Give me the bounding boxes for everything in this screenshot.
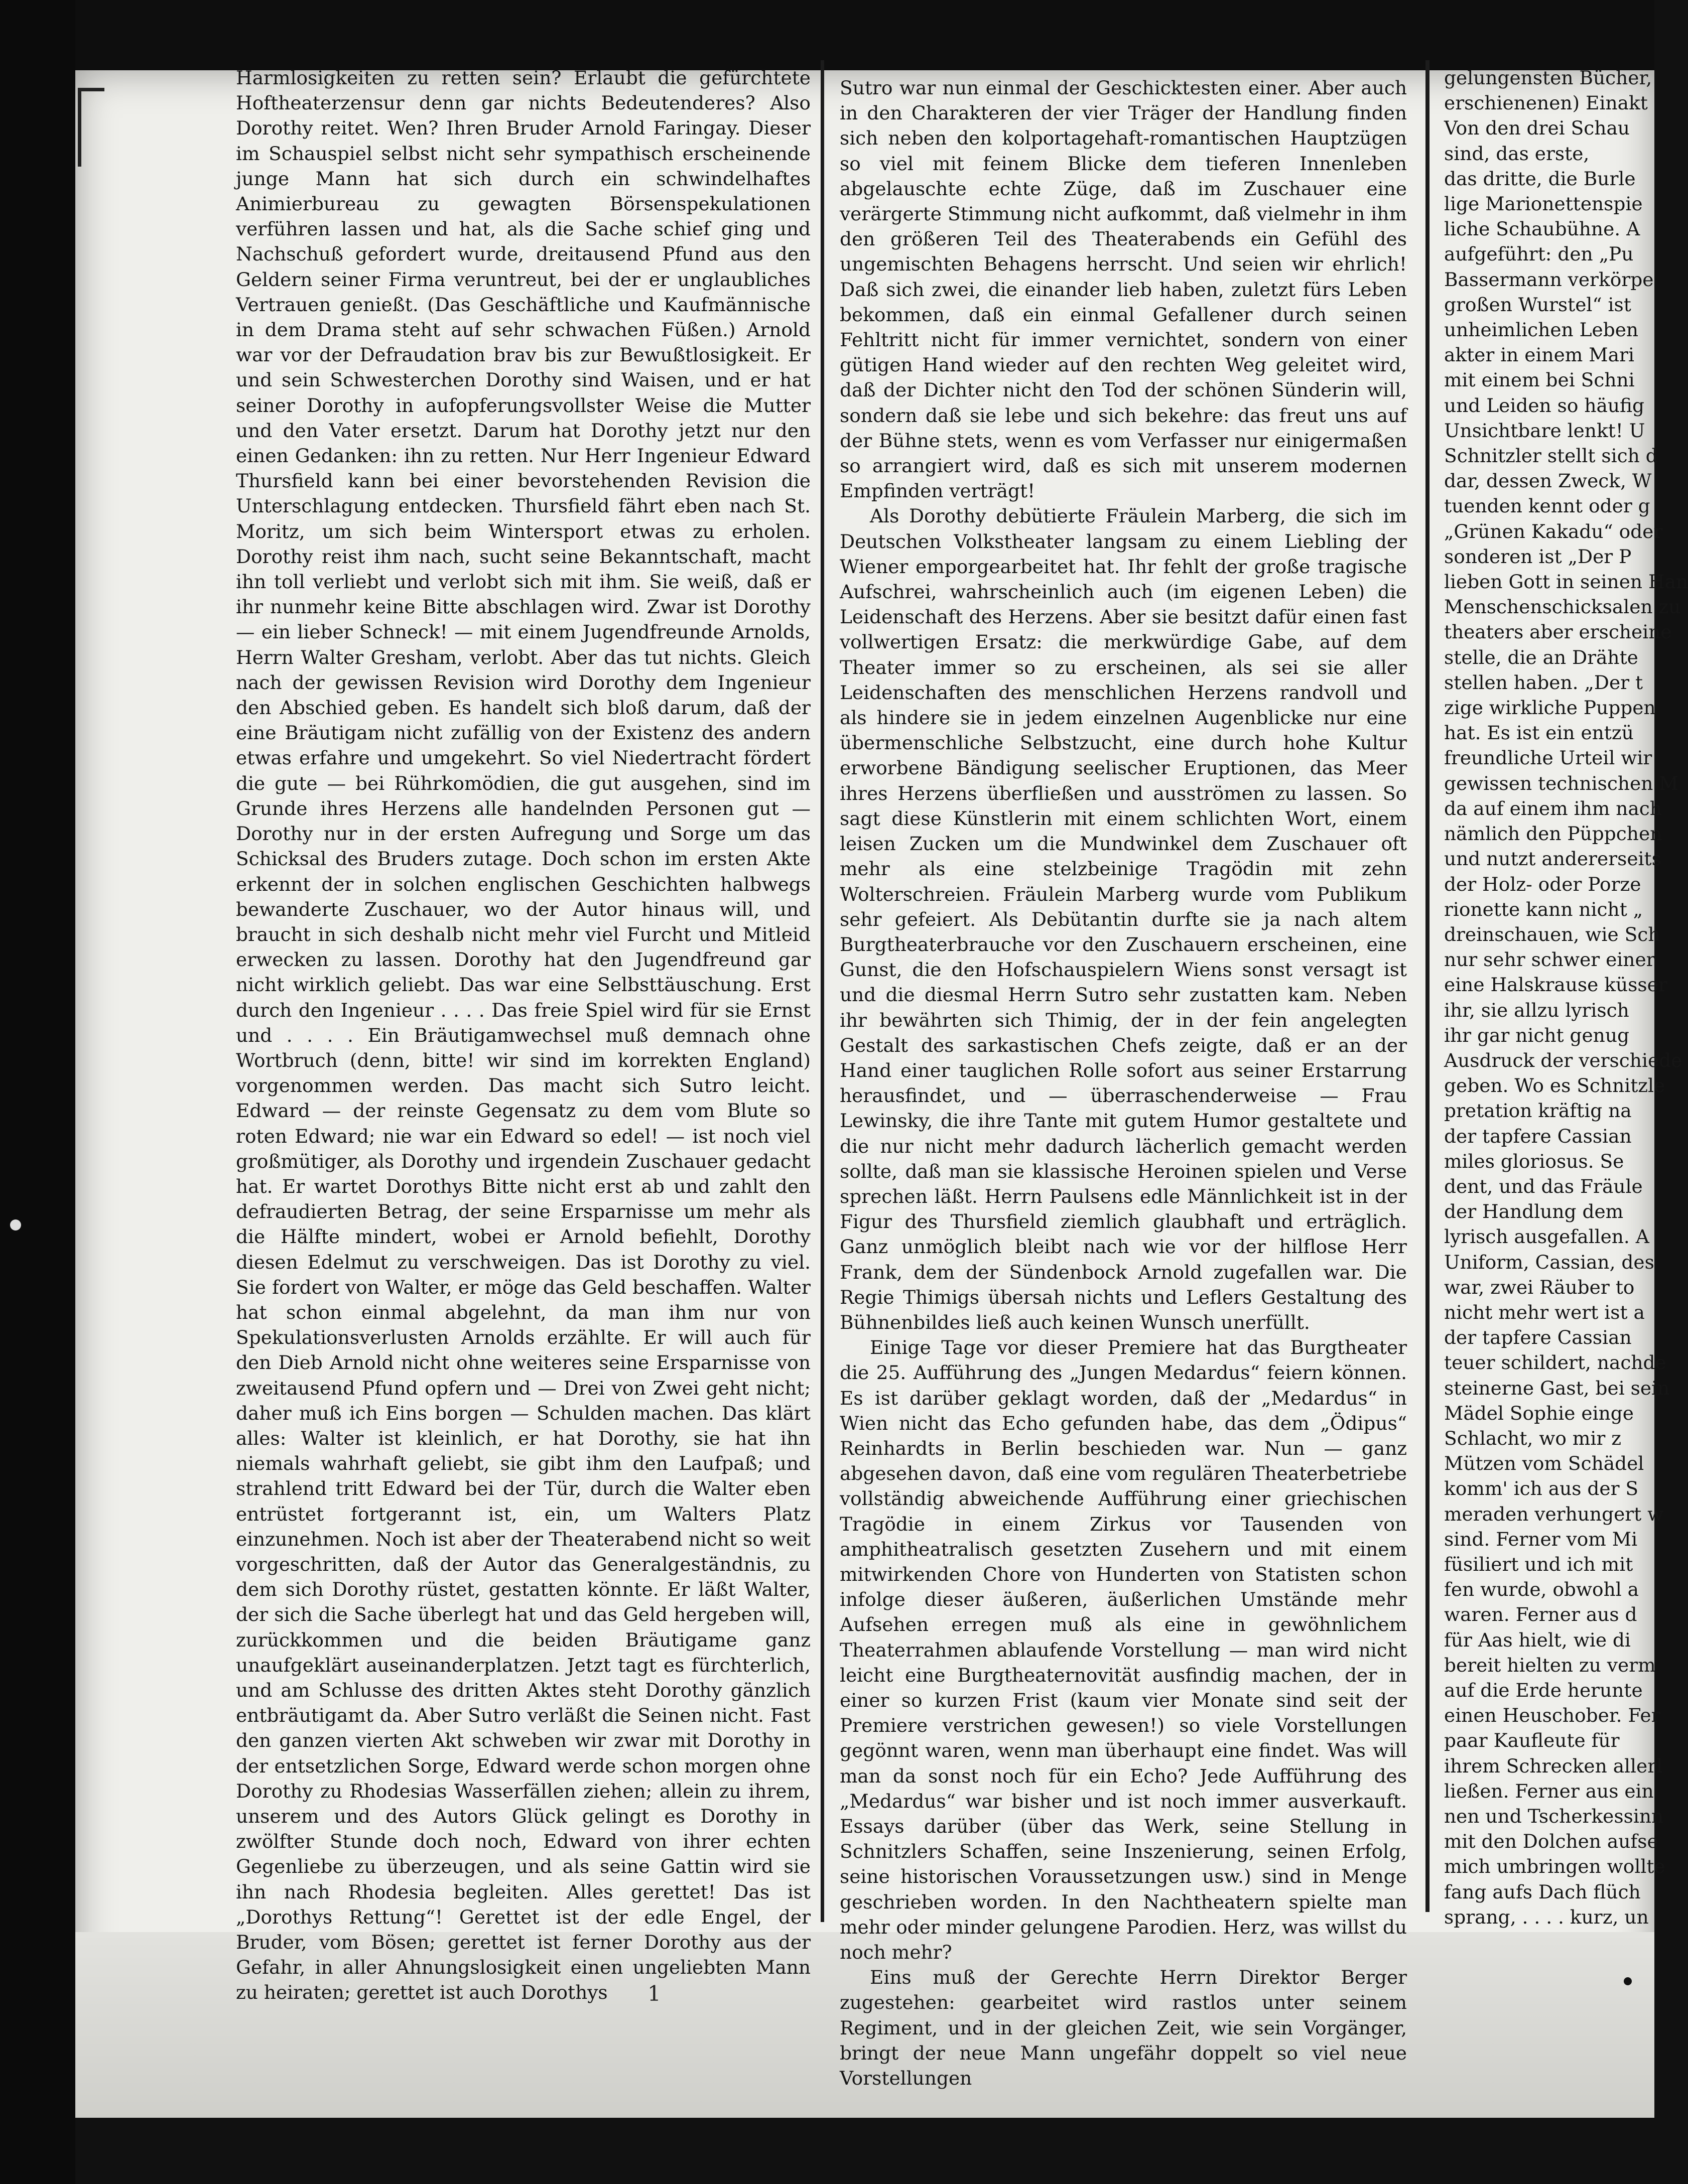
column-2-paragraph: Als Dorothy debütierte Fräulein Marberg, die sich im Deutschen Volkstheater langsam zu einem Liebling der Wiener emporgearbeitet hat. Ihr fehlt der große tragische Aufschrei, wahrscheinlich auch (im eigenen Leben) die Leidenschaft des Herzens. Aber sie besitzt dafür einen fast vollwertigen Ersatz: die merkwürdige Gabe, auf dem Theater immer so zu erscheinen, als sei sie aller Leidenschaften des menschlichen Herzens randvoll und als hindere sie in jedem einzelnen Augenblicke nur eine übermenschliche Selbstzucht, eine durch hohe Kultur erworbene Bändigung seelischer Eruptionen, das Meer ihres Herzens überfließen und ausströmen zu lassen. So sagt diese Künstlerin mit einem schlichten Wort, einem leisen Zucken um die Mundwinkel dem Zuschauer oft mehr als eine stelzbeinige Tragödin mit zehn Wolterschreien. Fräulein Marberg wurde vom Publikum sehr gefeiert. Als Debütantin durfte sie ja nach altem Burgtheaterbrauche vor den Zuschauern erscheinen, eine Gunst, die den Hofschauspielern Wiens sonst versagt ist und die diesmal Herrn Sutro sehr zustatten kam. Neben ihr bewährten sich Thimig, der in der fein angelegten Gestalt des sarkastischen Chefs zeigte, daß er an der Hand einer tauglichen Rolle sofort aus seiner Erstarrung herausfindet, und — überraschenderweise — Frau Lewinsky, die ihre Tante mit gutem Humor gestaltete und die nur nicht mehr dadurch lächerlich gemacht werden sollte, daß man sie klassische Heroinen spielen und Verse sprechen läßt. Herrn Paulsens edle Männlichkeit ist in der Figur des Thursfield ziemlich glaubhaft und erträglich. Ganz unmöglich bleibt nach wie vor der hilflose Herr Frank, dem der Sündenbock Arnold zugefallen war. Die Regie Thimigs übersah nichts und Leflers Gestaltung des Bühnenbildes ließ auch keinen Wunsch unerfüllt. [840,505,1407,1333]
column-3-line: eine Halskrause küsser [1444,974,1667,996]
column-3-line: dreinschauen, wie Sch [1444,923,1660,945]
article-column-3-cropped [1444,65,1688,1932]
column-3-line: miles gloriosus. Se [1444,1150,1624,1172]
column-3-line: ihr gar nicht genug [1444,1024,1629,1046]
column-3-line: war, zwei Räuber to [1444,1276,1635,1298]
column-3-line: sind, das erste, [1444,142,1590,165]
column-3-line: Uniform, Cassian, des [1444,1251,1654,1273]
column-3-line: und Leiden so häufig [1444,394,1645,417]
column-3-line: gelungensten Bücher, [1444,67,1652,89]
column-3-line: nur sehr schwer einer [1444,948,1655,971]
column-3-line: einen Heuschober. Fer [1444,1704,1660,1727]
column-3-line: sind. Ferner vom Mi [1444,1528,1638,1550]
film-border-top [0,0,1654,70]
column-3-line: freundliche Urteil wir [1444,747,1652,769]
column-rule-left [821,60,824,1922]
column-3-line: sprang, . . . . kurz, un [1444,1905,1649,1928]
column-3-line: Ausdruck der verschiede [1444,1049,1682,1071]
column-3-line: fang aufs Dach flüch [1444,1880,1641,1903]
article-column-2 [840,75,1407,2090]
column-3-line: hat. Es ist ein entzü [1444,722,1634,744]
column-3-line: ihrem Schrecken allerl [1444,1754,1663,1777]
column-1-paragraph: Harmlosigkeiten zu retten sein? Erlaubt die gefürchtete Hoftheaterzensur denn gar nichts Bedeutenderes? Also Dorothy reitet. Wen? Ihren Bruder Arnold Faringay. Dieser im Schauspiel selbst nicht sehr sympathisch erscheinende junge Mann hat sich durch ein schwindelhaftes Animierbureau zu gewagten Börsenspekulationen verführen lassen und hat, als die Sache schief ging und Nachschuß gefordert wurde, dreitausend Pfund aus den Geldern seiner Firma veruntreut, bei der er unglaubliches Vertrauen genießt. (Das Geschäftliche und Kaufmännische in dem Drama steht auf sehr schwachen Füßen.) Arnold war vor der Defraudation brav bis zur Bewußtlosigkeit. Er und sein Schwesterchen Dorothy sind Waisen, und er hat seiner Dorothy in aufopferungsvollster Weise die Mutter und den Vater ersetzt. Darum hat Dorothy jetzt nur den einen Gedanken: ihn zu retten. Nur Herr Ingenieur Edward Thursfield kann bei einer bevorstehenden Revision die Unterschlagung entdecken. Thursfield fährt eben nach St. Moritz, um sich beim Wintersport etwas zu erholen. Dorothy reist ihm nach, sucht seine Bekanntschaft, macht ihn toll verliebt und verlobt sich mit ihm. Sie weiß, daß er ihr nunmehr keine Bitte abschlagen wird. Zwar ist Dorothy — ein lieber Schneck! — mit einem Jugendfreunde Arnolds, Herrn Walter Gresham, verlobt. Aber das tut nichts. Gleich nach der gewissen Revision wird Dorothy dem Ingenieur den Abschied geben. Es handelt sich bloß darum, daß der eine Bräutigam nicht zufällig von der Existenz des andern etwas erfahre und umgekehrt. So viel Niedertracht fördert die gute — bei Rührkomödien, die gut ausgehen, sind im Grunde ihres Herzens alle handelnden Personen gut — Dorothy nur in der ersten Aufregung und Sorge um das Schicksal des Bruders zutage. Doch schon im ersten Akte erkennt der in solchen englischen Geschichten halbwegs bewanderte Zuschauer, wo der Autor hinaus will, und braucht in sich deshalb nicht mehr viel Furcht und Mitleid erwecken zu lassen. Dorothy hat den Jugendfreund gar nicht wirklich geliebt. Das war eine Selbsttäuschung. Erst durch den Ingenieur . . . . Das freie Spiel wird für sie Ernst und . . . . Ein Bräutigamwechsel muß demnach ohne Wortbruch (denn, bitte! wir sind im korrekten England) vorgenommen werden. Das macht sich Sutro leicht. Edward — der reinste Gegensatz zu dem vom Blute so roten Edward; nie war ein Edward so edel! — ist noch viel großmütiger, als Dorothy und irgendein Zuschauer gedacht hat. Er wartet Dorothys Bitte nicht erst ab und zahlt den defraudierten Betrag, der seine Ersparnisse um mehr als die Hälfte mindert, wobei er Arnold befiehlt, Dorothy diesen Edelmut zu verschweigen. Das ist Dorothy zu viel. Sie fordert von Walter, er möge das Geld beschaffen. Walter hat schon einmal abgelehnt, da man ihm nur von Spekulationsverlusten Arnolds erzählte. Er will auch für den Dieb Arnold nicht ohne weiteres seine Ersparnisse von zweitausend Pfund opfern und — Drei von Zwei geht nicht; daher muß ich Eins borgen — Schulden machen. Das klärt alles: Walter ist kleinlich, er hat Dorothy, sie hat ihn niemals wahrhaft geliebt, sie gibt ihm den Laufpaß; und strahlend tritt Edward bei der Tür, durch die Walter eben entrüstet fortgerannt ist, ein, um Walters Platz einzunehmen. Noch ist aber der Theaterabend nicht so weit vorgeschritten, daß der Autor das Generalgeständnis, zu dem sich Dorothy rüstet, gestatten könnte. Er läßt Walter, der sich die Sache überlegt hat und das Geld hergeben will, zurückkommen und die beiden Bräutigame ganz unaufgeklärt auseinanderplatzen. Jetzt tagt es fürchterlich, und am Schlusse des dritten Aktes steht Dorothy gänzlich entbräutigamt da. Aber Sutro verläßt die Seinen nicht. Fast den ganzen vierten Akt schweben wir zwar mit Dorothy in der entsetzlichen Sorge, Edward werde schon morgen ohne Dorothy zu Rhodesias Wasserfällen ziehen; allein zu ihrem, unserem und des Autors Glück gelingt es Dorothy in zwölfter Stunde doch noch, Edward von ihrer echten Gegenliebe zu überzeugen, und als seine Gattin wird sie ihn nach Rhodesia begleiten. Alles gerettet! Das ist „Dorothys Rettung“! Gerettet ist der edle Engel, der Bruder, vom Bösen; gerettet ist ferner Dorothy aus der Gefahr, in aller Ahnungslosigkeit einen ungeliebten Mann zu heiraten; gerettet ist auch Dorothys [236,67,811,2004]
column-3-line: komm' ich aus der S [1444,1477,1639,1500]
column-3-line: Menschenschicksalen zu [1444,596,1681,618]
column-3-line: auf die Erde herunte [1444,1679,1643,1701]
column-3-line: dar, dessen Zweck, W [1444,470,1652,492]
column-3-line: aufgeführt: den „Pu [1444,243,1634,265]
column-3-line: geben. Wo es Schnitzle [1444,1074,1665,1097]
column-3-line: liche Schaubühne. A [1444,218,1640,240]
column-3-line: meraden verhungert w [1444,1503,1664,1525]
column-3-line: ihr, sie allzu lyrisch [1444,999,1629,1021]
column-3-line: stelle, die an Drähte [1444,646,1638,668]
column-3-line: pretation kräftig na [1444,1100,1632,1122]
column-3-line: lyrisch ausgefallen. A [1444,1225,1649,1248]
column-3-line: unheimlichen Leben [1444,319,1639,341]
article-column-1 [236,65,811,2004]
column-3-line: fen wurde, obwohl a [1444,1578,1639,1601]
column-3-line: „Grünen Kakadu“ oder [1444,520,1663,542]
column-2-paragraph: Einige Tage vor dieser Premiere hat das Burgtheater die 25. Aufführung des „Jungen Medardus“ feiern können. Es ist darüber geklagt worden, daß der „Medardus“ in Wien nicht das Echo gefunden habe, das dem „Ödipus“ Reinhardts in Berlin beschieden war. Nun — ganz abgesehen davon, daß eine vom regulären Theaterbetriebe vollständig abweichende Aufführung einer griechischen Tragödie in einem Zirkus vor Tausenden von amphitheatralisch gesetzten Zusehern und mit einem mitwirkenden Chore von Hunderten von Statisten schon infolge dieser äußeren, äußerlichen Umstände mehr Aufsehen erregen muß als eine in gewöhnlichem Theaterrahmen ablaufende Vorstellung — man wird nicht leicht eine Burgtheaternovität ausfindig machen, der in einer so kurzen Frist (kaum vier Monate sind seit der Premiere verstrichen gewesen!) so viele Vorstellungen gegönnt waren, wenn man überhaupt eine findet. Was will man da sonst noch für ein Echo? Jede Aufführung des „Medardus“ war bisher und ist noch immer ausverkauft. Essays darüber (über das Werk, seine Stellung in Schnitzlers Schaffen, seine Inszenierung, seinen Erfolg, seine historischen Voraussetzungen usw.) sind in Menge geschrieben worden. In den Nachtheatern spielte man mehr oder minder gelungene Parodien. Herz, was willst du noch mehr? [840,1336,1407,1964]
column-3-line: mit einem bei Schni [1444,369,1635,391]
column-3-line: stellen haben. „Der t [1444,671,1643,694]
column-3-line: teuer schildert, nachde [1444,1351,1666,1374]
column-3-line: der tapfere Cassian [1444,1125,1632,1147]
column-3-line: steinerne Gast, bei sein [1444,1377,1670,1399]
column-3-line: nicht mehr wert ist a [1444,1301,1645,1323]
column-3-line: erschienenen) Einakt [1444,92,1648,114]
column-3-line: mit den Dolchen aufse [1444,1830,1658,1853]
column-3-line: der Handlung dem [1444,1200,1624,1223]
column-3-line: großen Wurstel“ ist [1444,293,1631,316]
column-3-line: theaters aber erscheine [1444,621,1672,643]
column-3-line: akter in einem Mari [1444,344,1634,366]
column-3-line: gewissen technischen M [1444,772,1678,794]
column-3-line: der Holz- oder Porze [1444,873,1641,895]
column-3-line: mich umbringen wollte [1444,1855,1665,1878]
column-3-line: rionette kann nicht „ [1444,898,1643,920]
page-number: 1 [647,1981,661,2006]
column-3-line: Bassermann verkörpe [1444,268,1654,291]
column-3-line: paar Kaufleute für [1444,1729,1620,1752]
column-3-line: Schlacht, wo mir z [1444,1427,1622,1449]
column-3-line: der tapfere Cassian [1444,1326,1632,1349]
column-3-line: das dritte, die Burle [1444,167,1636,190]
column-3-line: zige wirkliche Puppen [1444,697,1656,719]
column-3-line: für Aas hielt, wie di [1444,1628,1631,1651]
film-border-left [0,0,75,2184]
column-3-line: ließen. Ferner aus ein [1444,1780,1654,1802]
column-3-line: füsiliert und ich mit [1444,1553,1633,1575]
column-3-line: Schnitzler stellt sich d [1444,445,1658,467]
column-3-line: dent, und das Fräule [1444,1175,1643,1197]
column-3-line: sonderen ist „Der P [1444,545,1632,568]
column-2-paragraph: Sutro war nun einmal der Geschicktesten einer. Aber auch in den Charakteren der vier Träger der Handlung finden sich neben den kolportagehaft-romantischen Hauptzügen so viel mit feinem Blicke dem tieferen Innenleben abgelauschte echte Züge, daß im Zuschauer eine verärgerte Stimmung nicht aufkommt, daß vielmehr in ihm den größeren Teil des Theaterabends ein Gefühl des ungemischten Behagens herrscht. Und seien wir ehrlich! Daß sich zwei, die einander lieb haben, zuletzt fürs Leben bekommen, daß ein einmal Gefallener durch seinen Fehltritt nicht für immer vernichtet, sondern von einer gütigen Hand wieder auf den rechten Weg geleitet wird, daß der Dichter nicht den Tod der schönen Sünderin will, sondern daß sie lebe und sich bekehre: das freut uns auf der Bühne stets, wenn es vom Verfasser nur einigermaßen so arrangiert wird, daß es sich mit unserem modernen Empfinden verträgt! [840,77,1407,502]
column-3-line: bereit hielten zu verm [1444,1654,1656,1676]
column-3-line: Mützen vom Schädel [1444,1452,1644,1475]
column-rule-right [1425,60,1430,1912]
column-3-line: Mädel Sophie einge [1444,1402,1634,1424]
column-3-line: und nutzt andererseits [1444,848,1661,870]
corner-crop-mark [78,88,104,167]
film-speck-mark [10,1219,21,1231]
column-3-line: Unsichtbare lenkt! U [1444,419,1645,442]
column-3-line: nen und Tscherkessinn [1444,1805,1664,1828]
column-3-line: lieben Gott in seinen Han [1444,571,1688,593]
column-3-line: waren. Ferner aus d [1444,1603,1637,1626]
column-3-line: lige Marionettenspie [1444,193,1643,215]
column-3-line: Von den drei Schau [1444,117,1630,140]
column-2-paragraph: Eins muß der Gerechte Herrn Direktor Berger zugestehen: gearbeitet wird rastlos unter seinem Regiment, und in der gleichen Zeit, wie sein Vorgänger, bringt der neue Mann ungefähr doppelt so viel neue Vorstellungen [840,1966,1407,2090]
ink-dot-mark [1624,1977,1632,1985]
column-3-line: nämlich den Püppchen [1444,823,1662,845]
column-3-line: tuenden kennt oder g [1444,495,1650,517]
column-3-line: da auf einem ihm nach [1444,797,1662,820]
